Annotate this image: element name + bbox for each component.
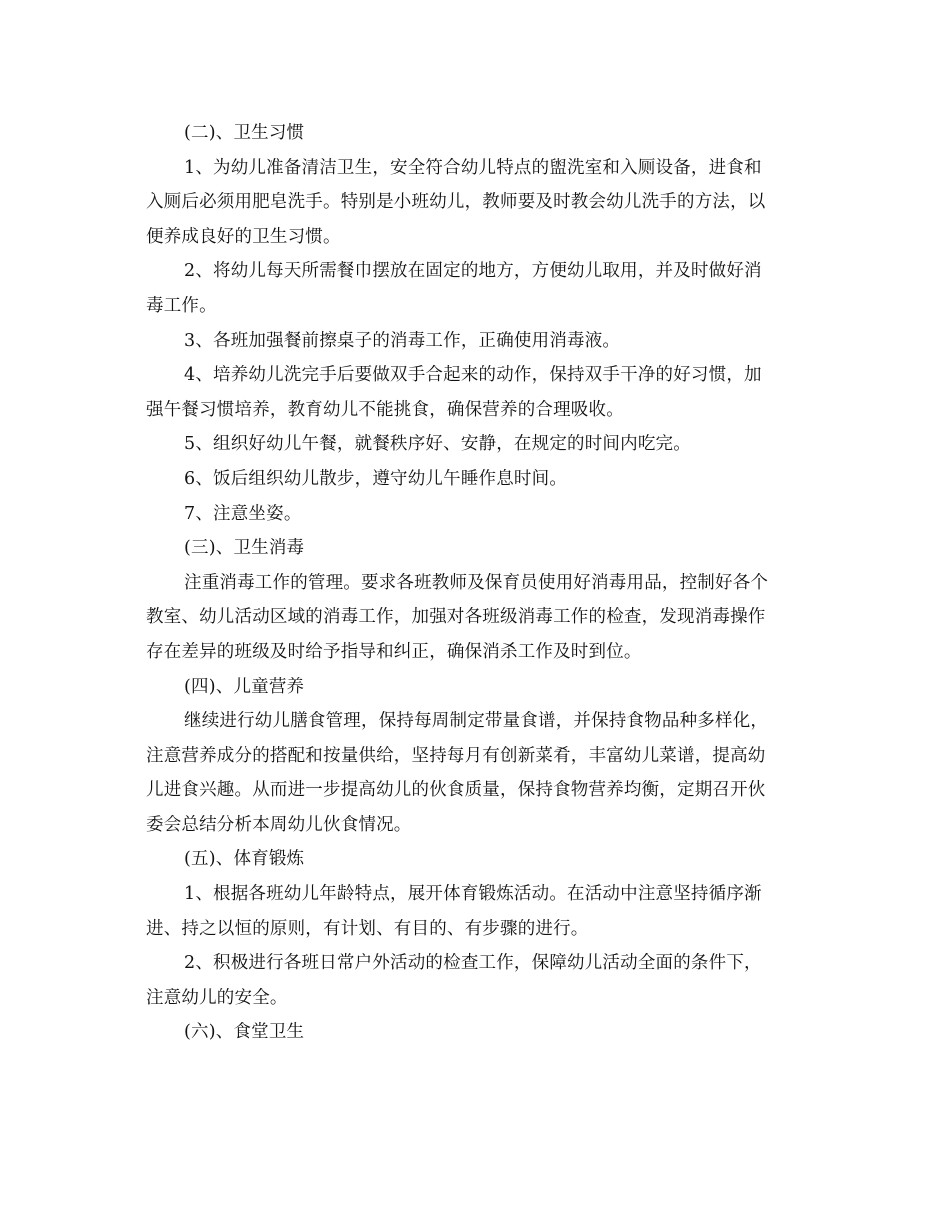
heading-hygiene-habits: (二)、卫生习惯	[184, 123, 305, 143]
document-body	[146, 116, 806, 1050]
heading-physical-exercise: (五)、体育锻炼	[184, 849, 305, 870]
paragraph-line: 2、积极进行各班日常户外活动的检查工作，保障幼儿活动全面的条件下，	[184, 953, 762, 974]
paragraph-line: 便养成良好的卫生习惯。	[146, 226, 341, 247]
paragraph-line: 注意幼儿的安全。	[146, 987, 288, 1008]
paragraph-line: 7、注意坐姿。	[184, 503, 302, 524]
paragraph-line: 6、饭后组织幼儿散步，遵守幼儿午睡作息时间。	[184, 468, 568, 489]
paragraph-line: 5、组织好幼儿午餐，就餐秩序好、安静，在规定的时间内吃完。	[184, 434, 691, 455]
paragraph-line: 入厕后必须用肥皂洗手。特别是小班幼儿，教师要及时教会幼儿洗手的方法，以	[146, 192, 766, 213]
paragraph-line: 进、持之以恒的原则，有计划、有目的、有步骤的进行。	[146, 918, 589, 939]
paragraph-line: 3、各班加强餐前擦桌子的消毒工作，正确使用消毒液。	[184, 330, 621, 351]
paragraph-line: 委会总结分析本周幼儿伙食情况。	[146, 814, 412, 835]
paragraph-line: 2、将幼儿每天所需餐巾摆放在固定的地方，方便幼儿取用，并及时做好消	[184, 261, 762, 282]
heading-sanitation-disinfection: (三)、卫生消毒	[184, 538, 305, 559]
paragraph-line: 儿进食兴趣。从而进一步提高幼儿的伙食质量，保持食物营养均衡，定期召开伙	[146, 780, 766, 801]
paragraph-line: 继续进行幼儿膳食管理，保持每周制定带量食谱，并保持食物品种多样化，	[184, 711, 769, 732]
paragraph-line: 存在差异的班级及时给予指导和纠正，确保消杀工作及时到位。	[146, 641, 642, 662]
paragraph-line: 1、根据各班幼儿年龄特点，展开体育锻炼活动。在活动中注意坚持循序渐	[184, 884, 762, 905]
paragraph-line: 1、为幼儿准备清洁卫生，安全符合幼儿特点的盥洗室和入厕设备，进食和	[184, 157, 762, 178]
paragraph-line: 教室、幼儿活动区域的消毒工作，加强对各班级消毒工作的检查，发现消毒操作	[146, 607, 766, 628]
heading-canteen-hygiene: (六)、食堂卫生	[184, 1022, 305, 1043]
paragraph-line: 强午餐习惯培养，教育幼儿不能挑食，确保营养的合理吸收。	[146, 399, 624, 420]
paragraph-line: 注意营养成分的搭配和按量供给，坚持每月有创新菜肴，丰富幼儿菜谱，提高幼	[146, 745, 766, 766]
heading-child-nutrition: (四)、儿童营养	[184, 676, 305, 697]
paragraph-line: 注重消毒工作的管理。要求各班教师及保育员使用好消毒用品，控制好各个	[184, 572, 769, 593]
paragraph-line: 4、培养幼儿洗完手后要做双手合起来的动作，保持双手干净的好习惯，加	[184, 365, 762, 386]
paragraph-line: 毒工作。	[146, 295, 217, 316]
